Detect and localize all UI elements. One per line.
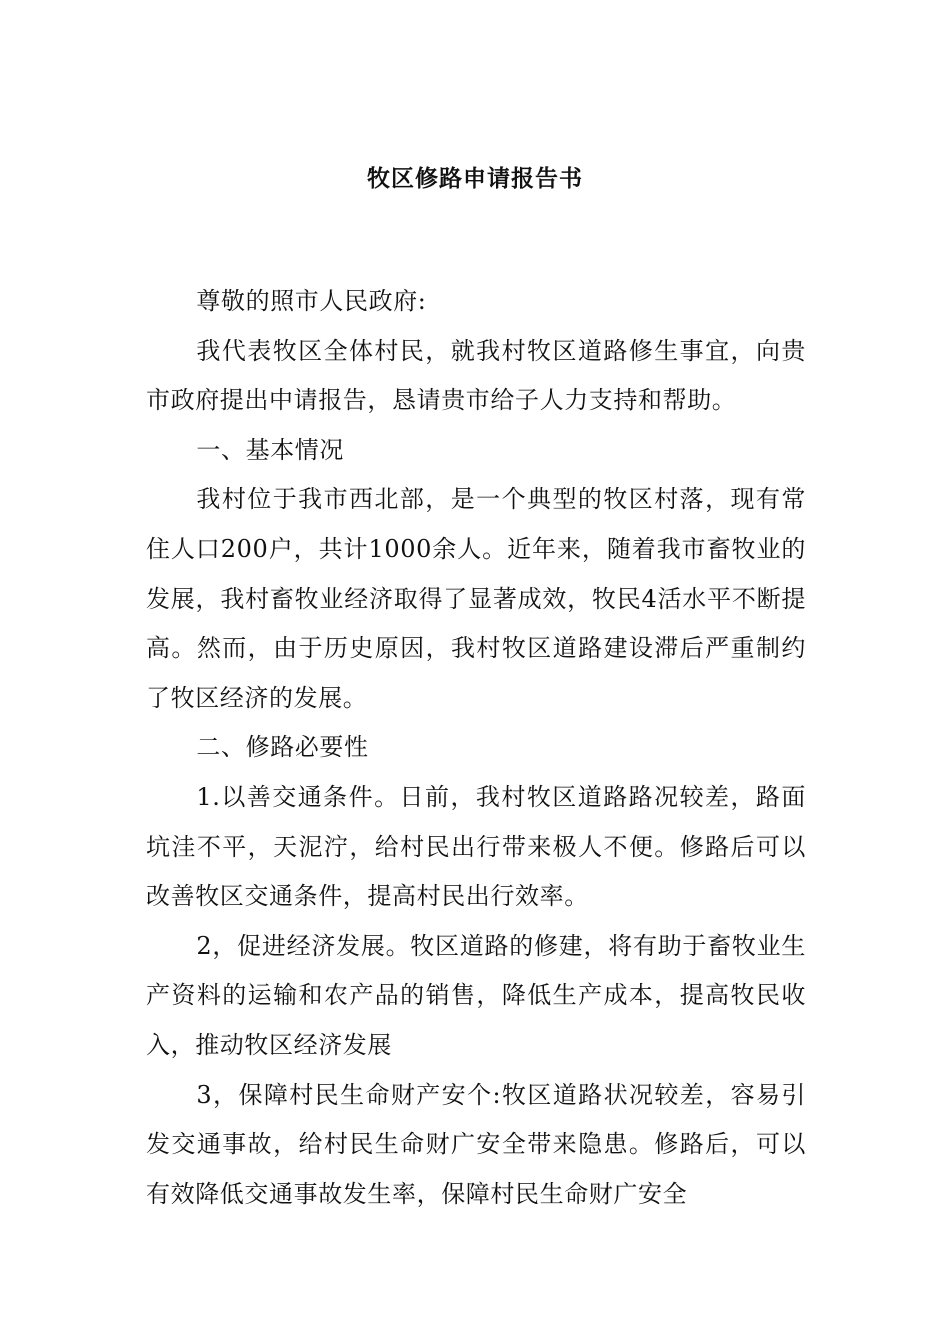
basic-info-paragraph: 我村位于我市西北部，是一个典型的牧区村落，现有常住人口200户，共计1000余人。近年来，随着我市畜牧业的发展，我村畜牧业经济取得了显著成效，牧民4活水平不断提高。然而，由于历史原因，我村牧区道路建设滞后严重制约了牧区经济的发展。	[146, 485, 806, 712]
section-heading-necessity: 二、修路必要性	[196, 733, 369, 762]
necessity-item-3: 3，保障村民生命财产安个:牧区道路状况较差，容易引发交通事故，给村民生命财广安全带来隐患。修路后，可以有效降低交通事故发生率，保障村民生命财广安全	[146, 1080, 806, 1208]
document-title: 牧区修路申请报告书	[367, 165, 583, 192]
section-heading-basic-info: 一、基本情况	[196, 435, 344, 464]
document-body	[146, 277, 806, 1219]
intro-paragraph: 我代表牧区全体村民，就我村牧区道路修生事宜，向贵市政府提出中请报告，恳请贵市给子人力支持和帮助。	[146, 336, 806, 415]
salutation: 尊敬的照市人民政府:	[196, 287, 427, 315]
necessity-item-2: 2，促进经济发展。牧区道路的修建，将有助于畜牧业生产资料的运输和农产品的销售，降低生产成本，提高牧民收入，推动牧区经济发展	[146, 931, 806, 1059]
necessity-item-1: 1.以善交通条件。日前，我村牧区道路路况较差，路面坑洼不平，天泥泞，给村民出行带来极人不便。修路后可以改善牧区交通条件，提高村民出行效率。	[146, 782, 806, 911]
